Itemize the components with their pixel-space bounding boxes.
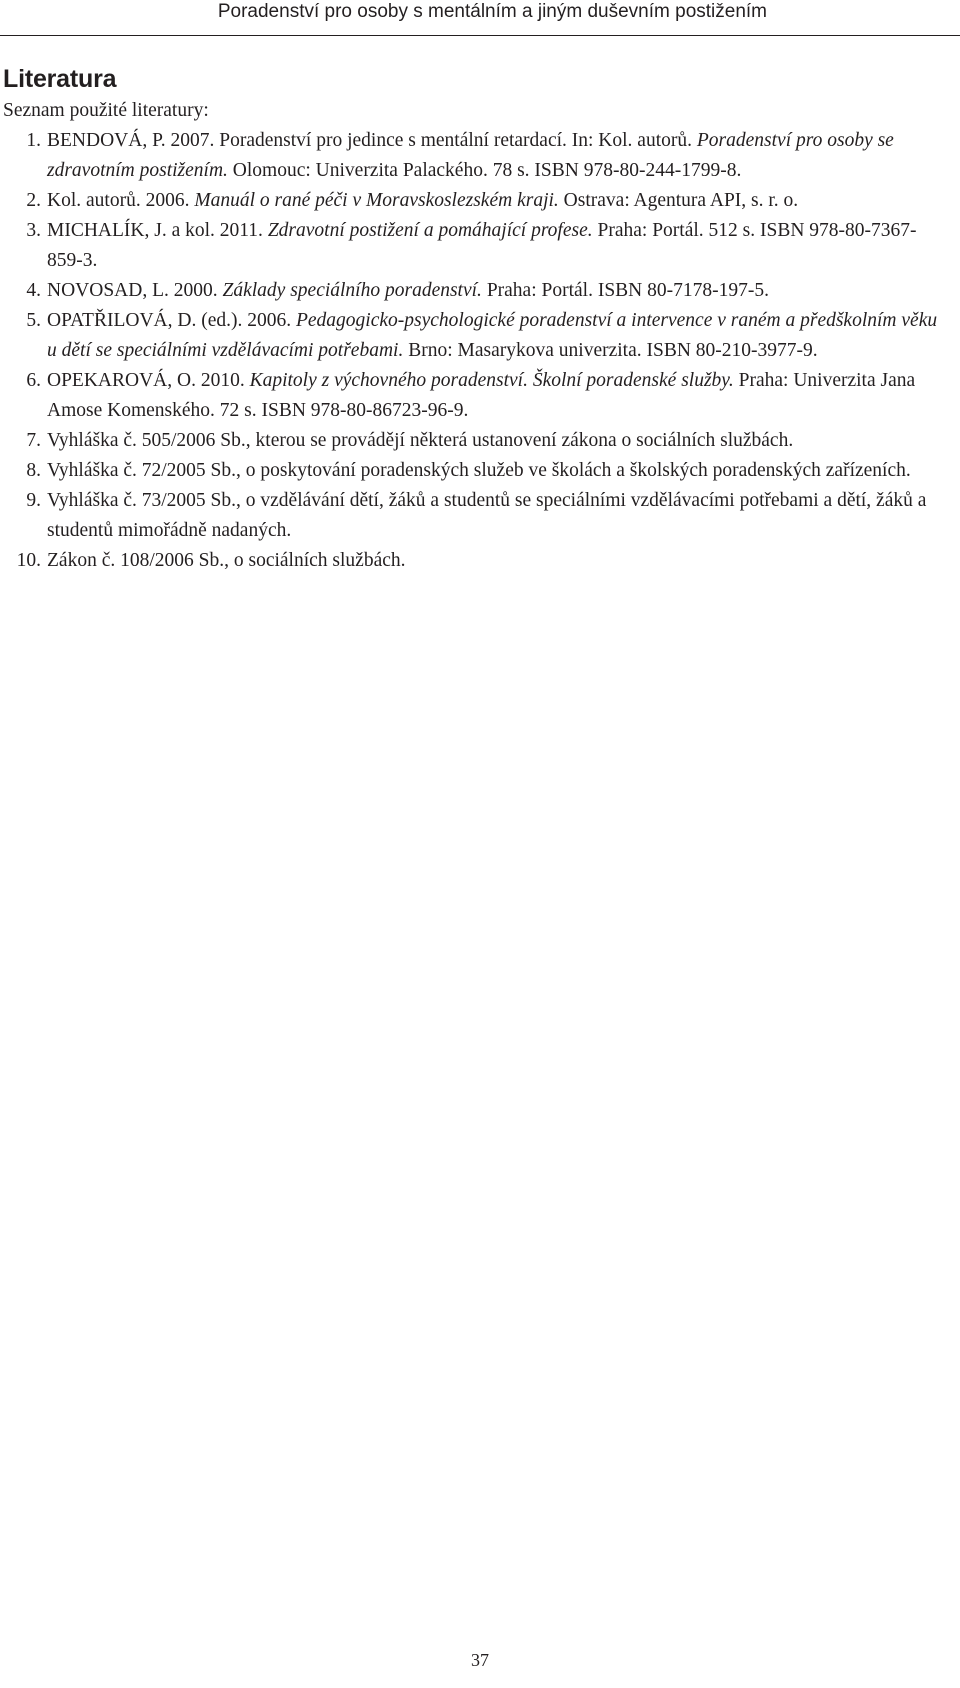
reference-text: Vyhláška č. 505/2006 Sb., kterou se provádějí některá ustanovení zákona o sociálních službách.: [47, 430, 794, 451]
reference-number: 1.: [26, 130, 41, 151]
reference-text: NOVOSAD, L. 2000.: [47, 280, 223, 301]
reference-number: 9.: [26, 490, 41, 511]
reference-number: 3.: [26, 220, 41, 241]
reference-item: [3, 126, 940, 186]
reference-number: 6.: [26, 370, 41, 391]
reference-text: Praha: Univerzita Jana Amose Komenského. 72 s. ISBN 978-80-86723-96-9.: [47, 370, 916, 421]
reference-title: Kapitoly z výchovného poradenství. Školní poradenské služby.: [249, 370, 734, 391]
section-title: Literatura: [3, 65, 117, 93]
reference-number: 2.: [26, 190, 41, 211]
reference-number: 8.: [26, 460, 41, 481]
page-content: [3, 62, 960, 576]
reference-title: Pedagogicko-psychologické poradenství a intervence v raném a předškolním věku u dětí se speciálními vzdělávacími potřebami.: [47, 310, 938, 361]
reference-item: [3, 426, 940, 456]
reference-item: [3, 546, 940, 576]
reference-text: Brno: Masarykova univerzita. ISBN 80-210-3977-9.: [403, 340, 818, 361]
reference-number: 10.: [16, 550, 41, 571]
reference-list: [3, 126, 960, 576]
reference-title: Manuál o rané péči v Moravskoslezském kraji.: [194, 190, 559, 211]
reference-text: Praha: Portál. 512 s. ISBN 978-80-7367-859-3.: [47, 220, 917, 271]
reference-item: [3, 486, 940, 546]
reference-item: [3, 456, 940, 486]
running-header: [0, 0, 960, 36]
reference-item: [3, 276, 940, 306]
reference-text: OPATŘILOVÁ, D. (ed.). 2006.: [47, 310, 296, 331]
reference-item: [3, 216, 940, 276]
reference-item: [3, 366, 940, 426]
section-intro: Seznam použité literatury:: [3, 100, 209, 121]
reference-item: [3, 306, 940, 366]
reference-text: Zákon č. 108/2006 Sb., o sociálních službách.: [47, 550, 406, 571]
reference-text: OPEKAROVÁ, O. 2010.: [47, 370, 250, 391]
reference-title: Základy speciálního poradenství.: [222, 280, 482, 301]
reference-text: MICHALÍK, J. a kol. 2011.: [47, 220, 268, 241]
reference-item: [3, 186, 940, 216]
reference-text: BENDOVÁ, P. 2007. Poradenství pro jedince s mentální retardací. In: Kol. autorů.: [47, 130, 697, 151]
reference-number: 5.: [26, 310, 41, 331]
reference-text: Ostrava: Agentura API, s. r. o.: [558, 190, 799, 211]
reference-text: Praha: Portál. ISBN 80-7178-197-5.: [481, 280, 769, 301]
reference-text: Olomouc: Univerzita Palackého. 78 s. ISBN 978-80-244-1799-8.: [227, 160, 742, 181]
reference-title: Poradenství pro osoby se zdravotním postižením.: [47, 130, 894, 181]
reference-title: Zdravotní postižení a pomáhající profese.: [267, 220, 593, 241]
reference-number: 4.: [26, 280, 41, 301]
reference-text: Kol. autorů. 2006.: [47, 190, 195, 211]
reference-text: Vyhláška č. 72/2005 Sb., o poskytování poradenských služeb ve školách a školských poradenských zařízeních.: [47, 460, 911, 481]
page-number: 37: [471, 1650, 489, 1670]
reference-text: Vyhláška č. 73/2005 Sb., o vzdělávání dětí, žáků a studentů se speciálními vzdělávacími potřebami a dětí, žáků a studentů mimořádně nadaných.: [47, 490, 927, 541]
reference-number: 7.: [26, 430, 41, 451]
running-title: Poradenství pro osoby s mentálním a jiným duševním postižením: [217, 1, 767, 22]
